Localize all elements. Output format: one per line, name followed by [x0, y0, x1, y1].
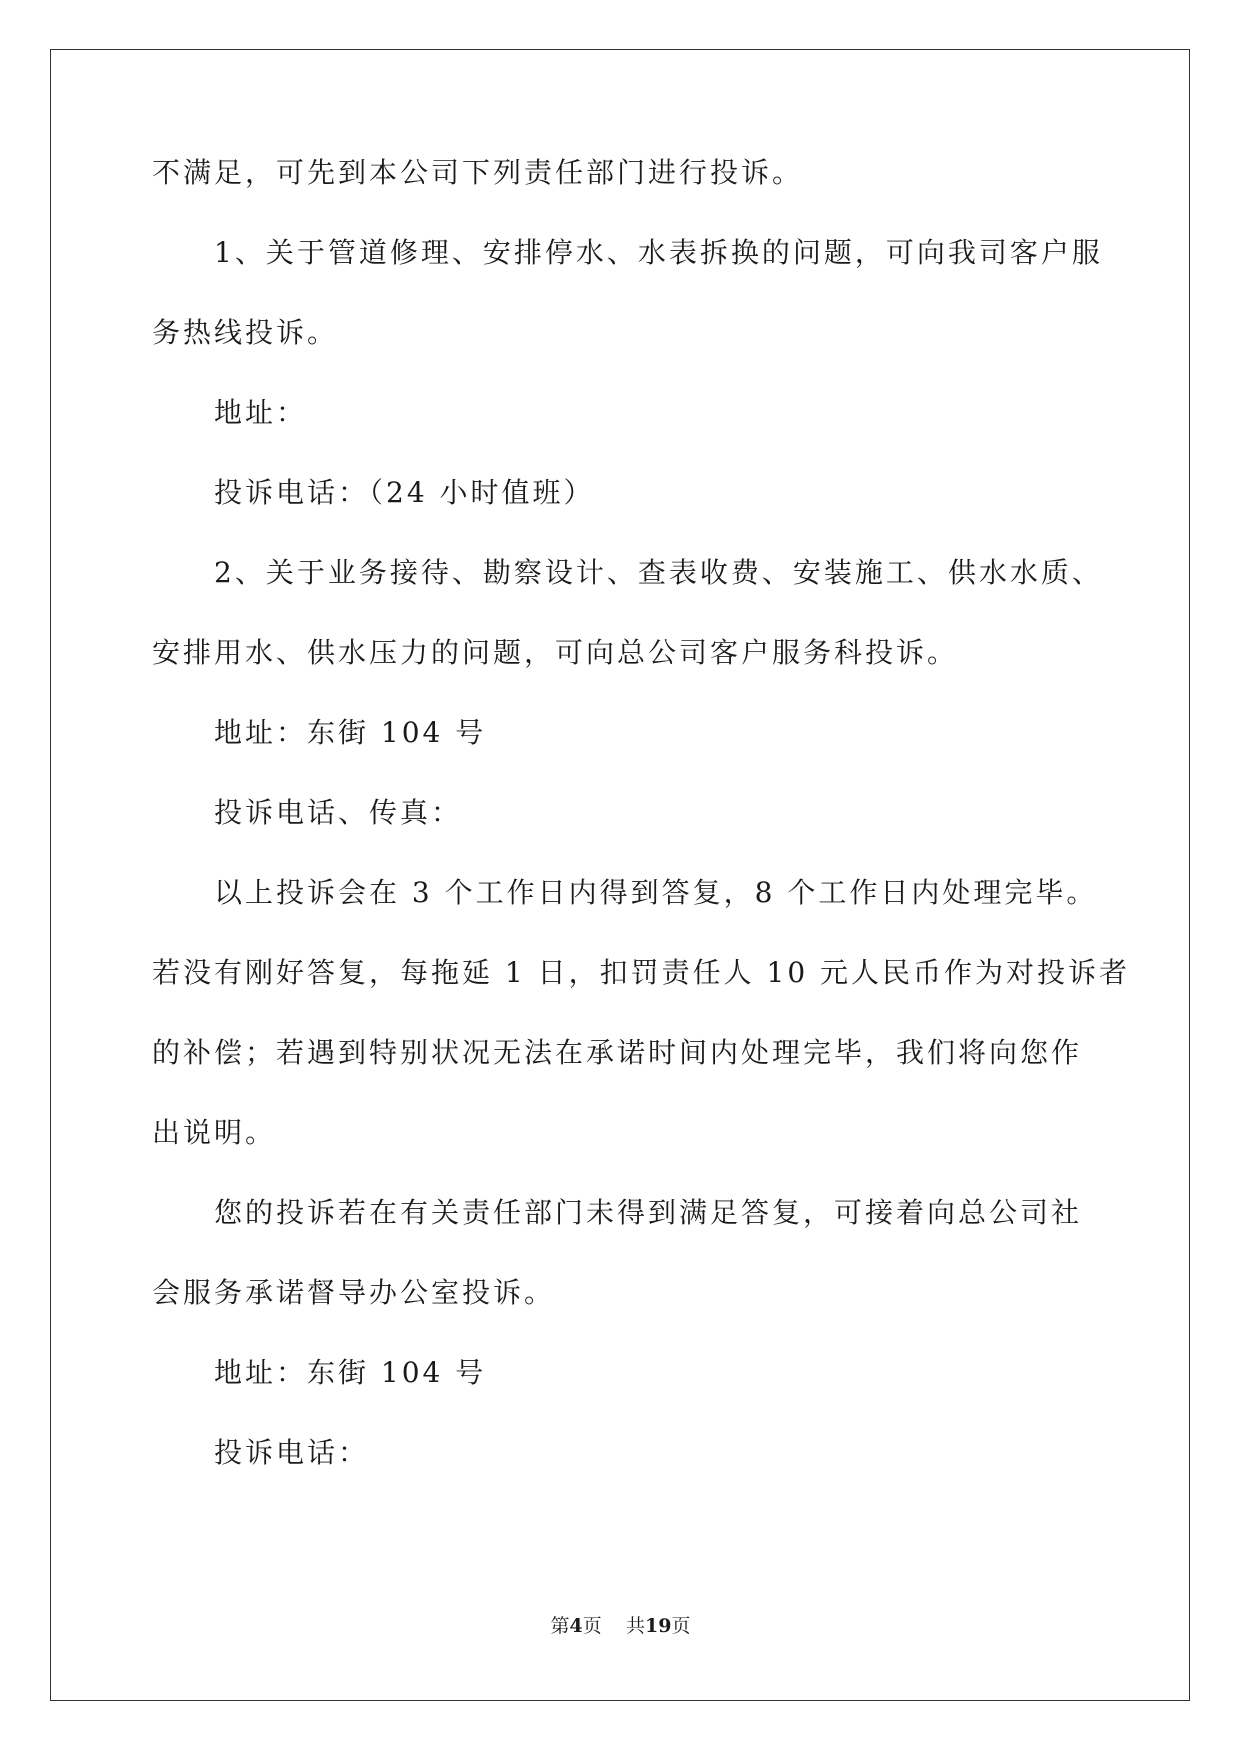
body-line: 投诉电话：（24 小时值班）	[214, 476, 595, 509]
body-line: 投诉电话、传真：	[214, 796, 463, 829]
body-line: 地址：东街 104 号	[214, 1356, 487, 1389]
body-line: 安排用水、供水压力的问题，可向总公司客户服务科投诉。	[152, 636, 959, 669]
body-line: 会服务承诺督导办公室投诉。	[152, 1276, 556, 1309]
body-line: 不满足，可先到本公司下列责任部门进行投诉。	[152, 156, 804, 189]
total-pages-number: 19	[644, 1615, 672, 1637]
body-line: 务热线投诉。	[152, 316, 339, 349]
body-line: 2、关于业务接待、勘察设计、查表收费、安装施工、供水水质、	[214, 556, 1103, 589]
body-line: 的补偿；若遇到特别状况无法在承诺时间内处理完毕，我们将向您作	[152, 1036, 1083, 1069]
body-line: 出说明。	[152, 1116, 277, 1149]
body-line: 地址：东街 104 号	[214, 716, 487, 749]
body-line: 以上投诉会在 3 个工作日内得到答复，8 个工作日内处理完毕。	[214, 876, 1098, 909]
footer-page-unit: 页	[582, 1615, 602, 1637]
body-line: 投诉电话：	[214, 1436, 370, 1469]
body-line: 1、关于管道修理、安排停水、水表拆换的问题，可向我司客户服	[214, 236, 1103, 269]
body-line: 您的投诉若在有关责任部门未得到满足答复，可接着向总公司社	[214, 1196, 1083, 1229]
footer-total-unit: 页	[671, 1615, 691, 1637]
footer-prefix: 第	[550, 1615, 570, 1637]
body-line: 地址：	[214, 396, 308, 429]
page-footer	[0, 1614, 1241, 1638]
body-line: 若没有刚好答复，每拖延 1 日，扣罚责任人 10 元人民币作为对投诉者	[152, 956, 1131, 989]
current-page-number: 4	[569, 1615, 583, 1637]
footer-total-prefix: 共	[625, 1615, 645, 1637]
